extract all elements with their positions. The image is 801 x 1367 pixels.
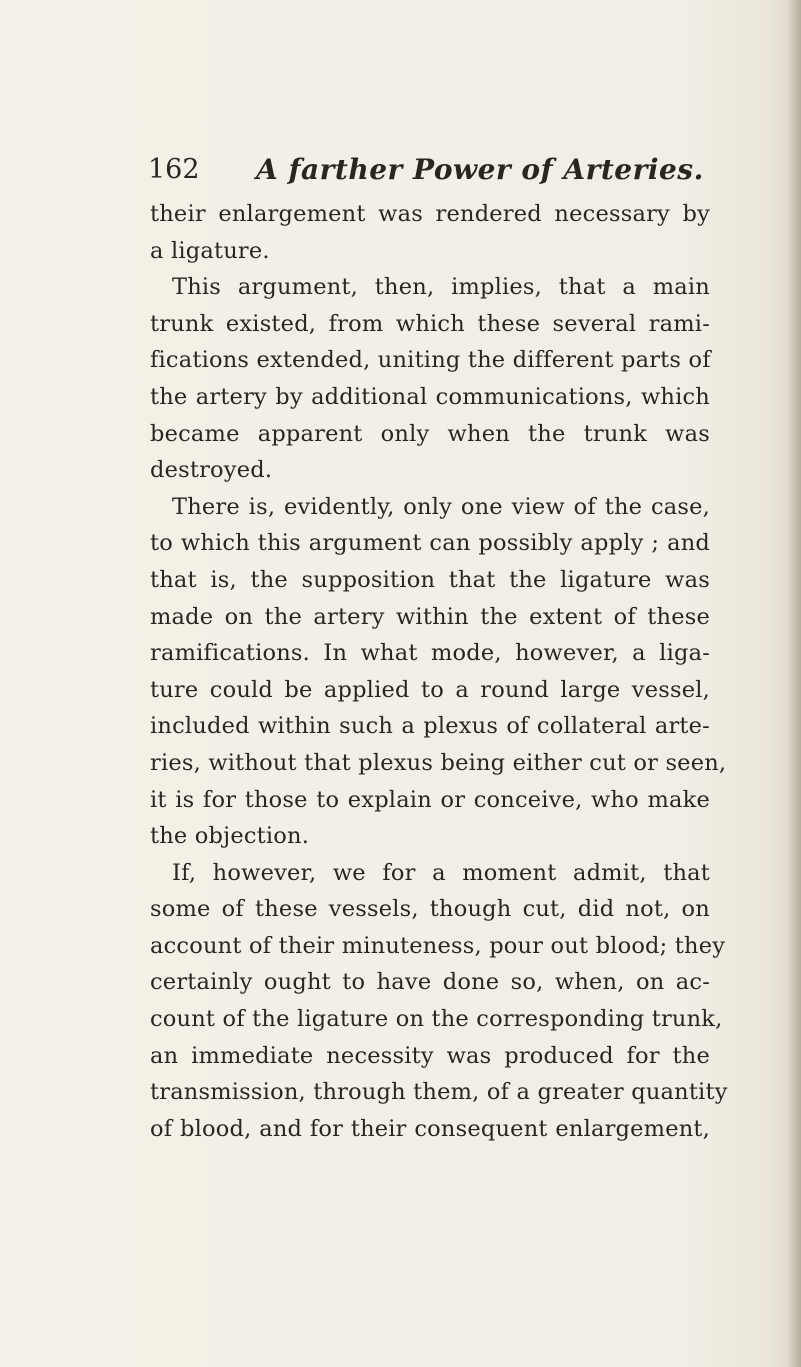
- text-line: There is, evidently, only one view of the case,: [172, 493, 710, 520]
- text-line: ramifications. In what mode, however, a liga-: [150, 640, 710, 667]
- page-edge-shadow: [787, 0, 801, 1367]
- text-line: trunk existed, from which these several rami-: [150, 310, 710, 337]
- text-line: included within such a plexus of collateral arte-: [150, 713, 710, 740]
- running-title: A farther Power of Arteries.: [256, 153, 704, 186]
- text-line: it is for those to explain or conceive, who make: [150, 786, 710, 813]
- text-line: some of these vessels, though cut, did not, on: [150, 896, 710, 923]
- text-line: transmission, through them, of a greater quantity: [150, 1079, 728, 1106]
- page-number: 162: [148, 154, 200, 185]
- text-line: the artery by additional communications, which: [150, 383, 710, 410]
- text-line: their enlargement was rendered necessary by: [150, 201, 710, 227]
- text-line: fications extended, uniting the different parts of: [150, 347, 711, 374]
- text-line: ries, without that plexus being either cut or seen,: [150, 749, 727, 776]
- text-line: If, however, we for a moment admit, that: [172, 859, 710, 886]
- text-line: account of their minuteness, pour out blood; they: [150, 932, 726, 959]
- text-line: This argument, then, implies, that a main: [172, 274, 710, 301]
- text-line: a ligature.: [150, 237, 270, 264]
- text-line: made on the artery within the extent of these: [150, 603, 710, 630]
- text-line: count of the ligature on the corresponding trunk,: [150, 1006, 723, 1033]
- text-line: certainly ought to have done so, when, on ac-: [150, 969, 710, 996]
- text-line: an immediate necessity was produced for the: [150, 1042, 710, 1069]
- text-line: ture could be applied to a round large vessel,: [150, 676, 710, 703]
- text-line: destroyed.: [150, 457, 273, 484]
- text-line: that is, the supposition that the ligature was: [150, 566, 710, 593]
- body-text: [150, 196, 728, 1147]
- text-line: the objection.: [150, 823, 310, 850]
- page-header: [148, 150, 708, 190]
- text-line: of blood, and for their consequent enlargement,: [150, 1115, 710, 1142]
- text-line: to which this argument can possibly apply ; and: [150, 530, 710, 557]
- text-line: became apparent only when the trunk was: [150, 420, 710, 447]
